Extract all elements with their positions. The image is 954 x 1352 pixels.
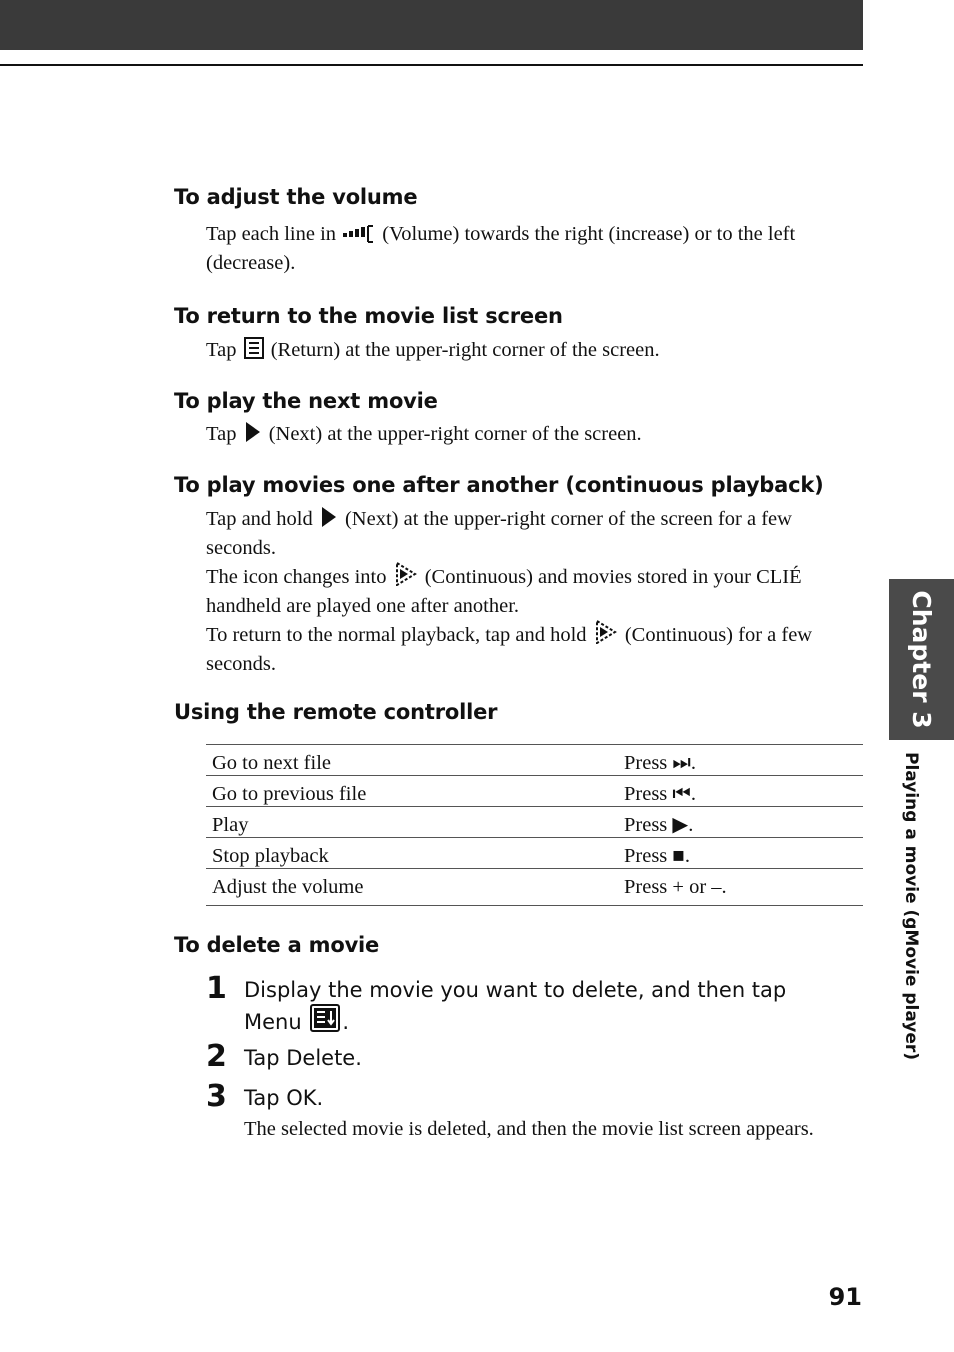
step-text: Tap OK. xyxy=(244,1086,324,1110)
table-cell-action: Go to previous file xyxy=(206,776,618,807)
previous-track-icon: ⏮ xyxy=(672,783,691,805)
table-cell-press: Press ⏮. xyxy=(618,776,863,807)
table-row xyxy=(206,807,863,838)
header-rule xyxy=(0,64,863,66)
header-bar xyxy=(0,0,863,50)
para-adjust-volume: Tap each line in (Volume) towards the right (increase) or to the left (decrease). xyxy=(206,223,796,274)
step-text: Display the movie you want to delete, and then tap Menu . xyxy=(244,978,787,1034)
step-note: The selected movie is deleted, and then the movie list screen appears. xyxy=(244,1118,814,1140)
chapter-label: Chapter 3 xyxy=(907,590,936,729)
table-cell-action: Adjust the volume xyxy=(206,869,618,906)
menu-icon xyxy=(310,1004,340,1032)
return-icon xyxy=(244,337,264,359)
stop-icon: ■ xyxy=(672,845,685,867)
continuous-icon xyxy=(394,562,418,586)
continuous-icon xyxy=(594,620,618,644)
heading-play-next: To play the next movie xyxy=(174,389,438,413)
table-cell-press: Press ⏭. xyxy=(618,745,863,776)
table-cell-press: Press ▶. xyxy=(618,807,863,838)
heading-adjust-volume: To adjust the volume xyxy=(174,185,418,209)
volume-icon xyxy=(343,225,375,243)
para-continuous-1: Tap and hold (Next) at the upper-right corner of the screen for a few seconds. xyxy=(206,508,792,559)
page-number: 91 xyxy=(828,1283,862,1311)
step-number: 2 xyxy=(206,1039,227,1074)
remote-table xyxy=(206,744,863,906)
chapter-tab xyxy=(889,579,954,740)
para-play-next: Tap (Next) at the upper-right corner of the screen. xyxy=(206,423,642,445)
table-cell-press: Press ■. xyxy=(618,838,863,869)
para-return-list: Tap (Return) at the upper-right corner of the screen. xyxy=(206,339,660,361)
table-cell-action: Stop playback xyxy=(206,838,618,869)
table-row xyxy=(206,838,863,869)
step-text: Tap Delete. xyxy=(244,1046,362,1070)
table-cell-press: Press + or –. xyxy=(618,869,863,906)
table-cell-action: Go to next file xyxy=(206,745,618,776)
step-number: 1 xyxy=(206,971,227,1006)
chapter-caption: Playing a movie (gMovie player) xyxy=(901,752,921,1061)
heading-continuous: To play movies one after another (continuous playback) xyxy=(174,473,824,497)
play-icon: ▶ xyxy=(672,814,689,836)
step-number: 3 xyxy=(206,1079,227,1114)
heading-return-list: To return to the movie list screen xyxy=(174,304,563,328)
heading-remote: Using the remote controller xyxy=(174,700,498,724)
para-continuous-2: The icon changes into (Continuous) and movies stored in your CLIÉ handheld are played one after another. xyxy=(206,562,856,621)
table-cell-action: Play xyxy=(206,807,618,838)
next-track-icon: ⏭ xyxy=(672,752,691,774)
next-icon xyxy=(320,506,338,528)
table-row xyxy=(206,745,863,776)
table-row xyxy=(206,869,863,906)
table-row xyxy=(206,776,863,807)
heading-delete: To delete a movie xyxy=(174,933,380,957)
next-icon xyxy=(244,421,262,443)
para-continuous-3: To return to the normal playback, tap and hold (Continuous) for a few seconds. xyxy=(206,620,856,679)
